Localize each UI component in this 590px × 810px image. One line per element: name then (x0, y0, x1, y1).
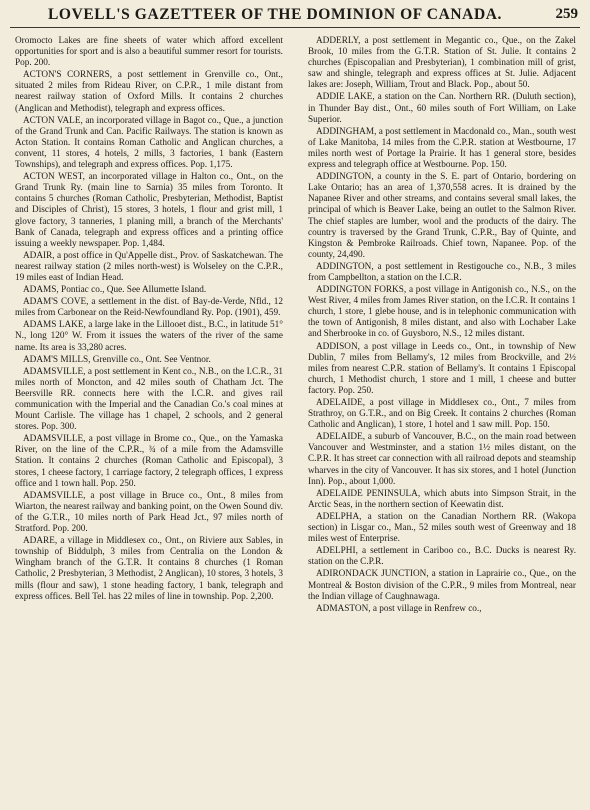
entry-headword: ADELAIDE PENINSULA, (316, 488, 421, 499)
entry-headword: ADAM'S COVE, (23, 297, 89, 308)
entry-headword: ACTON'S CORNERS, (23, 70, 113, 81)
page-number: 259 (555, 6, 578, 22)
gazetteer-entry (15, 70, 283, 114)
entry-text: a post village in Leeds co., Ont., in township of New Dublin, 7 miles from Bellamy's, 12 miles from Brockville, and 2½ miles from nearest C.P.R. station of Bellamy's. It contains 1 Episcopal church, 1 Methodist church, 1 store and 1 mill, 1 cheese and butter factory. Pop. 250. (308, 341, 576, 396)
gazetteer-entry (308, 342, 576, 397)
gazetteer-entry (308, 262, 576, 284)
gazetteer-entry (15, 434, 283, 489)
entry-headword: ADAMSVILLE, (23, 490, 86, 501)
entry-text: an incorporated village in Bagot co., Que., a junction of the Grand Trunk and Can. Pacific Railways. The station is known as Acton Station. It contains Roman Catholic and Anglican churches, a convent, 11 stores, 4 hotels, 2 mills, 3 factories, 1 bank (Eastern Townships), and telegraph and express offices. Pop. 1,175. (15, 115, 283, 171)
gazetteer-entry (308, 36, 576, 91)
entry-text: a station on the Canadian Northern RR. (Wakopa section) in Lisgar co., Man., 52 miles south west of Greenway and 18 miles west of Enterprise. (308, 511, 576, 545)
entry-text: a post settlement in Kent co., N.B., on the I.C.R., 31 miles north of Moncton, and 42 miles south of Chatham Jct. The Beersville RR. connects here with the I.C.R. and gives rail communication with the Imperial and the Canadian Co.'s coal mines at Mount Carlisle. The village has 1 chapel, 2 schools, and 2 general stores. Pop. 300. (15, 366, 283, 433)
entry-text: a post village in Antigonish co., N.S., on the West River, 4 miles from James River station, on the I.C.R. It contains 1 church, 1 store, 1 glebe house, and is in telephonic communication with the town of Antigonish, 8 miles distant, and also with Lochaber Lake and Sherbrooke in co. of Guysboro, N.S., 12 miles distant. (308, 285, 576, 340)
entry-headword: ADIRONDACK JUNCTION, (316, 569, 429, 580)
gazetteer-entry (308, 127, 576, 171)
entry-text: a county in the S. E. part of Ontario, bordering on Lake Ontario; has an area of 1,370,558 acres. It is drained by the Napanee River and other streams, and contains several small lakes, the principal of which is Beaver Lake, being an outlet to the Salmon River. The chief staples are lumber, wool and the products of the dairy. The country is traversed by the Grand Trunk, C.P.R., Bay of Quinte, and Kingston & Pembroke Railroads. Chief town, Napanee. Pop. of the county, 24,490. (308, 172, 576, 260)
entry-headword: ADDINGTON, (316, 261, 374, 272)
gazetteer-entry (15, 172, 283, 250)
entry-text: Pontiac co., Que. See Allumette Island. (61, 285, 207, 296)
entry-text: a settlement in Cariboo co., B.C. Ducks is nearest Ry. station on the C.P.R. (308, 546, 576, 568)
entry-headword: ADDIE LAKE, (316, 92, 375, 103)
entry-headword: ADAIR, (23, 250, 55, 261)
gazetteer-entry (15, 320, 283, 353)
gazetteer-entry (15, 491, 283, 535)
gazetteer-entry (15, 297, 283, 319)
entry-text: Oromocto Lakes are fine sheets of water which afford excellent opportunities for sport and is also a beautiful summer resort for tourists. Pop. 200. (15, 36, 283, 69)
entry-headword: ADDINGHAM, (316, 126, 377, 137)
entry-text: a post village in Bruce co., Ont., 8 miles from Wiarton, the nearest railway and banking point, on the Owen Sound div. of the G.T.R., 10 miles north of Park Head Jct., 97 miles north of Stratford. Pop. 200. (15, 490, 283, 535)
entry-headword: ADDINGTON FORKS, (316, 285, 407, 296)
gazetteer-entry (15, 116, 283, 171)
entry-text: a post settlement in Megantic co., Que., on the Zakel Brook, 10 miles from the G.T.R. Station of St. Julie. It contains 2 churches (Episcopalian and Presbyterian), 1 combination mill of grist, saw and shingle, telegraph and express offices at St. Julie. Adjacent lakes are: Joseph, William, Trout and Black. Pop., about 50. (308, 36, 576, 91)
gazetteer-entry (15, 36, 283, 69)
entry-text: a post settlement in Restigouche co., N.B., 3 miles from Campbellton, a station on the I.C.R. (308, 261, 576, 283)
entry-headword: ADDERLY, (316, 36, 361, 46)
gazetteer-entry (308, 546, 576, 568)
header-rule (10, 27, 580, 28)
entry-text: a post village in Middlesex co., Ont., 7 miles from Strathroy, on G.T.R., and on Big Creek. It contains 2 churches (Roman Catholic and Anglican), 1 store, 1 hotel and 1 saw mill. Pop. 150. (308, 398, 576, 431)
gazetteer-entry (15, 536, 283, 603)
entry-text: a station on the Can. Northern RR. (Duluth section), in Thunder Bay dist., Ont., 60 miles south of Fort William, on Lake Superior. (308, 92, 576, 125)
gazetteer-entry (308, 285, 576, 340)
entry-text: a post village in Renfrew co., (372, 603, 482, 614)
entry-headword: ADAMSVILLE, (23, 366, 86, 377)
entry-text: a post settlement in Grenville co., Ont., situated 2 miles from Rideau River, on C.P.R., 1 mile distant from nearest railway station of Oxford Mills. It contains 2 churches (Anglican and Methodist), telegraph and express offices. (15, 70, 283, 114)
entry-headword: ADELAIDE, (316, 432, 366, 443)
entry-headword: ADDISON, (316, 341, 360, 352)
gazetteer-entry (308, 512, 576, 545)
entry-headword: ADARE, (23, 536, 58, 547)
entry-text: which abuts into Simpson Strait, in the Arctic Seas, in the northern section of Keewatin dist. (308, 488, 576, 510)
entry-headword: ADAM'S MILLS, (23, 354, 91, 365)
entry-headword: ADELPHI, (316, 546, 358, 557)
gazetteer-entry (15, 355, 283, 366)
entry-text: a village in Middlesex co., Ont., on Riviere aux Sables, in township of Biddulph, 3 miles from Centralia on the London & Wingham branch of the G.T.R. It contains 8 churches (1 Roman Catholic, 2 Presbyterian, 3 Methodist, 2 Anglican), 10 stores, 3 hotels, 3 mills (flour and saw), 1 stone heading factory, 1 bank, telegraph and express offices. Bell Tel. has 22 miles of line in township. Pop. 2,200. (15, 536, 283, 602)
gazetteer-entry (308, 489, 576, 511)
gazetteer-entry (308, 172, 576, 261)
running-header (10, 6, 580, 28)
gazetteer-entry (308, 604, 576, 615)
entry-headword: ADAMSVILLE, (23, 434, 86, 445)
entry-text: Grenville co., Ont. See Ventnor. (92, 354, 211, 365)
entry-text: a settlement in the dist. of Bay-de-Verde, Nfld., 12 miles from Carbonear on the Reid-Newfoundland Ry. Pop. (1901), 459. (15, 297, 283, 319)
entry-text: a suburb of Vancouver, B.C., on the main road between Vancouver and Westminster, and a station 1½ miles distant, on the C.P.R. It has street car connection with all railroad depots and steamship wharves in the city of Vancouver. It has six stores, and 1 hotel (Junction Inn). Pop., about 1,000. (308, 432, 576, 487)
right-column (308, 36, 576, 806)
entry-text: a post village in Brome co., Que., on the Yamaska River, on the line of the C.P.R., ¾ of a mile from the Adamsville Station. It contains 2 churches (Roman Catholic and Episcopal), 3 stores, 1 cheese factory, 1 carriage factory, 2 telegraph offices, 1 express office and 1 town hall. Pop. 250. (15, 434, 283, 489)
gazetteer-entry (308, 398, 576, 431)
gazetteer-entry (15, 251, 283, 284)
entry-text: a large lake in the Lillooet dist., B.C., in latitude 51° N., long 120° W. From it issues the waters of the river of the same name. Its area is 33,280 acres. (15, 320, 283, 353)
entry-headword: ACTON WEST, (23, 172, 85, 183)
gazetteer-entry (308, 569, 576, 602)
gazetteer-entry (308, 92, 576, 125)
gazetteer-entry (15, 367, 283, 434)
entry-text: an incorporated village in Halton co., Ont., on the Grand Trunk Ry. (main line to Sarnia) 35 miles from Toronto. It contains 5 churches (Roman Catholic, Presbyterian, Methodist, Baptist and Disciples of Christ), 15 stores, 3 hotels, 1 flour and grist mill, 1 glove factory, 3 tanneries, 1 planing mill, a branch of the Merchants' Bank of Canada, telegraph and express offices and a printing office issuing a weekly newspaper. Pop. 1,484. (15, 172, 283, 249)
gazetteer-entry (15, 285, 283, 296)
entry-text: a post settlement in Macdonald co., Man., south west of Lake Manitoba, 14 miles from the C.P.R. station at Westbourne, 17 miles north west of Portage la Prairie. It has 1 general store, besides express and telegraph office at Westbourne. Pop. 150. (308, 126, 576, 171)
entry-headword: ACTON VALE, (23, 115, 83, 126)
entry-text: a station in Laprairie co., Que., on the Montreal & Boston division of the C.P.R., 9 miles from Montreal, near the Indian village of Caughnawaga. (308, 569, 576, 602)
left-column (15, 36, 283, 806)
running-title: LOVELL'S GAZETTEER OF THE DOMINION OF CANADA. (47, 6, 503, 23)
entry-headword: ADELAIDE, (316, 398, 366, 408)
gazetteer-entry (308, 432, 576, 487)
entry-headword: ADDINGTON, (316, 172, 374, 183)
entry-headword: ADAMS LAKE, (23, 320, 86, 331)
entry-text: a post office in Qu'Appelle dist., Prov. of Saskatchewan. The nearest railway station (2 miles north-west) is Wolseley on the C.P.R., 19 miles east of Indian Head. (15, 250, 283, 283)
entry-headword: ADMASTON, (316, 603, 371, 614)
entry-headword: ADAMS, (23, 285, 59, 296)
entry-headword: ADELPHA, (316, 511, 362, 522)
